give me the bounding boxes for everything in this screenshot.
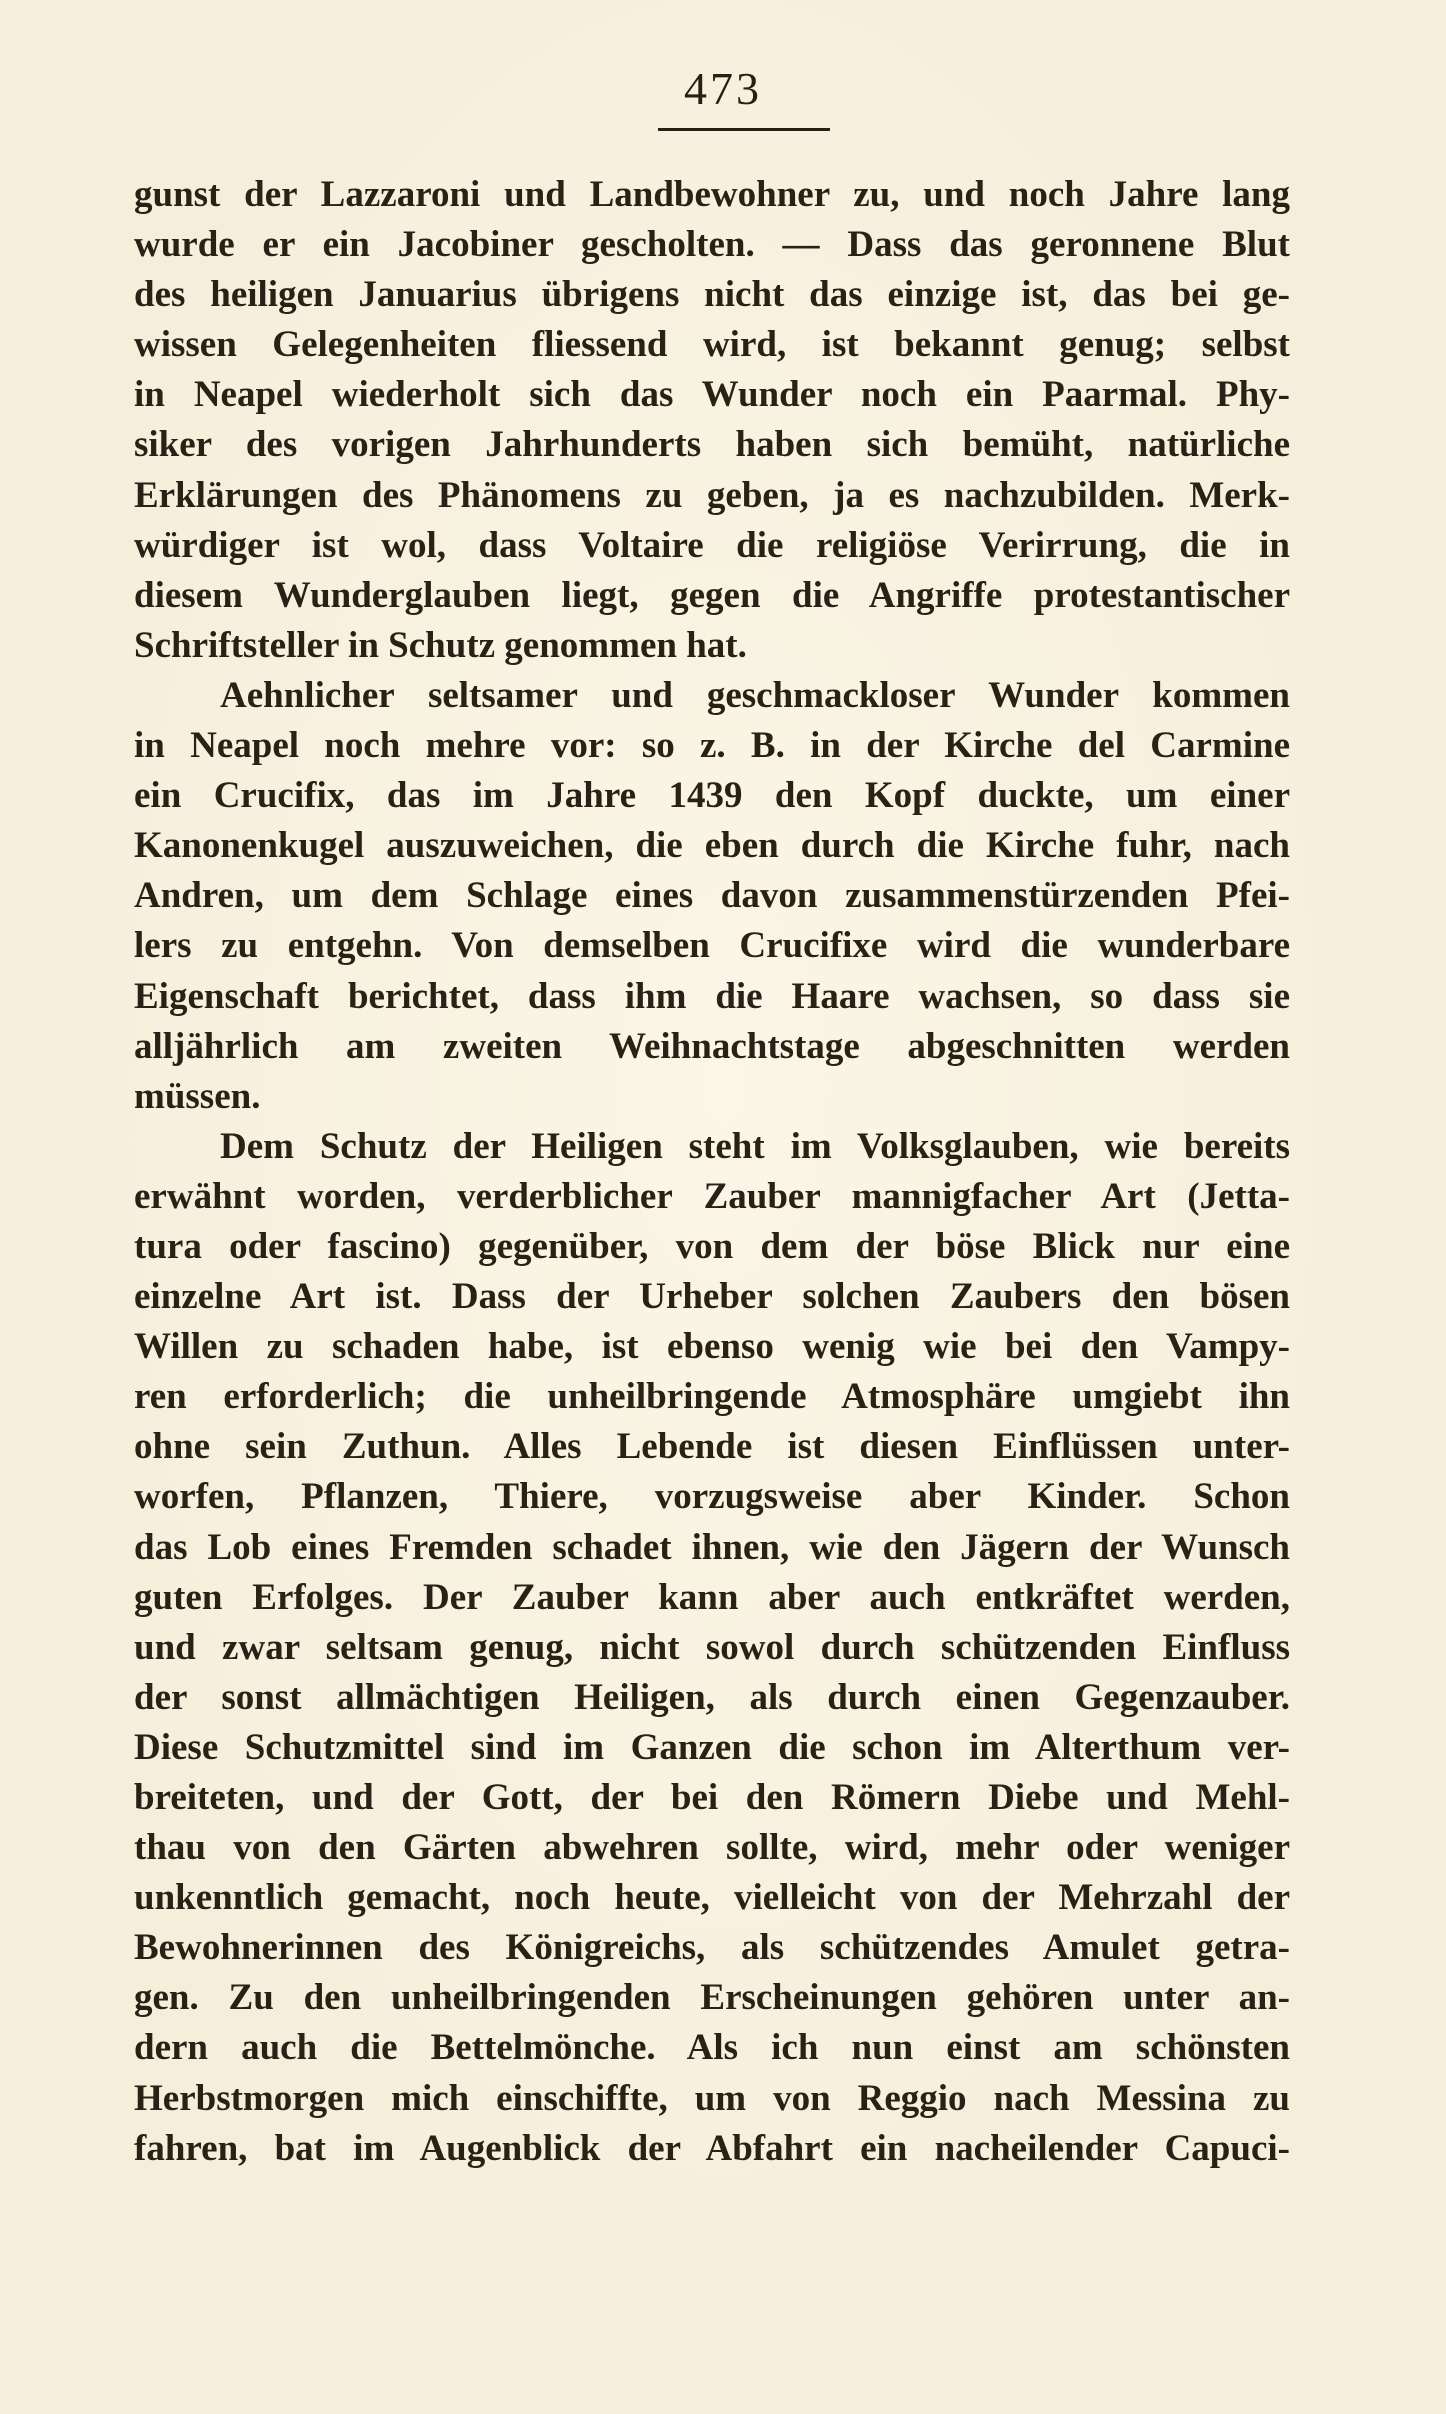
text-line: Kanonenkugel auszuweichen, die eben durch die Kirche fuhr, nach — [134, 825, 1290, 867]
text-line: fahren, bat im Augenblick der Abfahrt ein nacheilender Capuci- — [134, 2127, 1290, 2169]
text-line: wissen Gelegenheiten fliessend wird, ist bekannt genug; selbst — [134, 324, 1290, 366]
page-number: 473 — [684, 63, 762, 114]
text-line: müssen. — [134, 1075, 261, 1117]
text-line: lers zu entgehn. Von demselben Crucifixe wird die wunderbare — [134, 925, 1290, 967]
text-line: Schriftsteller in Schutz genommen hat. — [134, 624, 747, 666]
text-line: worfen, Pflanzen, Thiere, vorzugsweise aber Kinder. Schon — [134, 1476, 1290, 1518]
text-line: siker des vorigen Jahrhunderts haben sich bemüht, natürliche — [134, 424, 1290, 466]
text-line: thau von den Gärten abwehren sollte, wird, mehr oder weniger — [134, 1827, 1290, 1869]
text-line: wurde er ein Jacobiner gescholten. — Dass das geronnene Blut — [134, 224, 1290, 266]
text-line: das Lob eines Fremden schadet ihnen, wie den Jägern der Wunsch — [134, 1526, 1290, 1568]
text-line: ohne sein Zuthun. Alles Lebende ist diesen Einflüssen unter- — [134, 1426, 1290, 1468]
text-line: Diese Schutzmittel sind im Ganzen die schon im Alterthum ver- — [134, 1726, 1290, 1768]
text-line: alljährlich am zweiten Weihnachtstage abgeschnitten werden — [134, 1025, 1290, 1067]
text-line: gunst der Lazzaroni und Landbewohner zu, und noch Jahre lang — [134, 174, 1290, 215]
text-line: des heiligen Januarius übrigens nicht das einzige ist, das bei ge- — [134, 274, 1290, 316]
text-line: dern auch die Bettelmönche. Als ich nun einst am schönsten — [134, 2027, 1290, 2069]
text-line: in Neapel noch mehre vor: so z. B. in der Kirche del Carmine — [134, 725, 1290, 767]
text-line: Andren, um dem Schlage eines davon zusammenstürzenden Pfei- — [134, 875, 1290, 917]
body-text — [134, 170, 1290, 2174]
text-line: und zwar seltsam genug, nicht sowol durch schützenden Einfluss — [134, 1626, 1290, 1668]
text-line: Willen zu schaden habe, ist ebenso wenig wie bei den Vampy- — [134, 1326, 1290, 1368]
text-line: ein Crucifix, das im Jahre 1439 den Kopf duckte, um einer — [134, 775, 1290, 817]
text-line: Erklärungen des Phänomens zu geben, ja es nachzubilden. Merk- — [134, 474, 1290, 516]
page-number-rule — [658, 128, 830, 131]
text-line: Herbstmorgen mich einschiffte, um von Reggio nach Messina zu — [134, 2077, 1290, 2119]
text-line: diesem Wunderglauben liegt, gegen die Angriffe protestantischer — [134, 574, 1290, 616]
text-line: guten Erfolges. Der Zauber kann aber auch entkräftet werden, — [134, 1576, 1290, 1618]
text-line: breiteten, und der Gott, der bei den Römern Diebe und Mehl- — [134, 1777, 1290, 1818]
text-line: unkenntlich gemacht, noch heute, vielleicht von der Mehrzahl der — [134, 1877, 1290, 1919]
text-line: tura oder fascino) gegenüber, von dem der böse Blick nur eine — [134, 1225, 1290, 1267]
text-line: gen. Zu den unheilbringenden Erscheinungen gehören unter an- — [134, 1977, 1290, 2019]
text-line: Bewohnerinnen des Königreichs, als schützendes Amulet getra- — [134, 1927, 1290, 1969]
text-line: ren erforderlich; die unheilbringende Atmosphäre umgiebt ihn — [134, 1376, 1290, 1418]
text-line: in Neapel wiederholt sich das Wunder noch ein Paarmal. Phy- — [134, 374, 1290, 416]
text-line: Eigenschaft berichtet, dass ihm die Haare wachsen, so dass sie — [134, 975, 1290, 1017]
text-line: erwähnt worden, verderblicher Zauber mannigfacher Art (Jetta- — [134, 1175, 1290, 1217]
text-line: Aehnlicher seltsamer und geschmackloser Wunder kommen — [220, 674, 1290, 716]
text-line: einzelne Art ist. Dass der Urheber solchen Zaubers den bösen — [134, 1276, 1290, 1318]
text-line: würdiger ist wol, dass Voltaire die religiöse Verirrung, die in — [134, 524, 1290, 566]
text-line: der sonst allmächtigen Heiligen, als durch einen Gegenzauber. — [134, 1676, 1290, 1718]
text-line: Dem Schutz der Heiligen steht im Volksglauben, wie bereits — [220, 1125, 1290, 1167]
